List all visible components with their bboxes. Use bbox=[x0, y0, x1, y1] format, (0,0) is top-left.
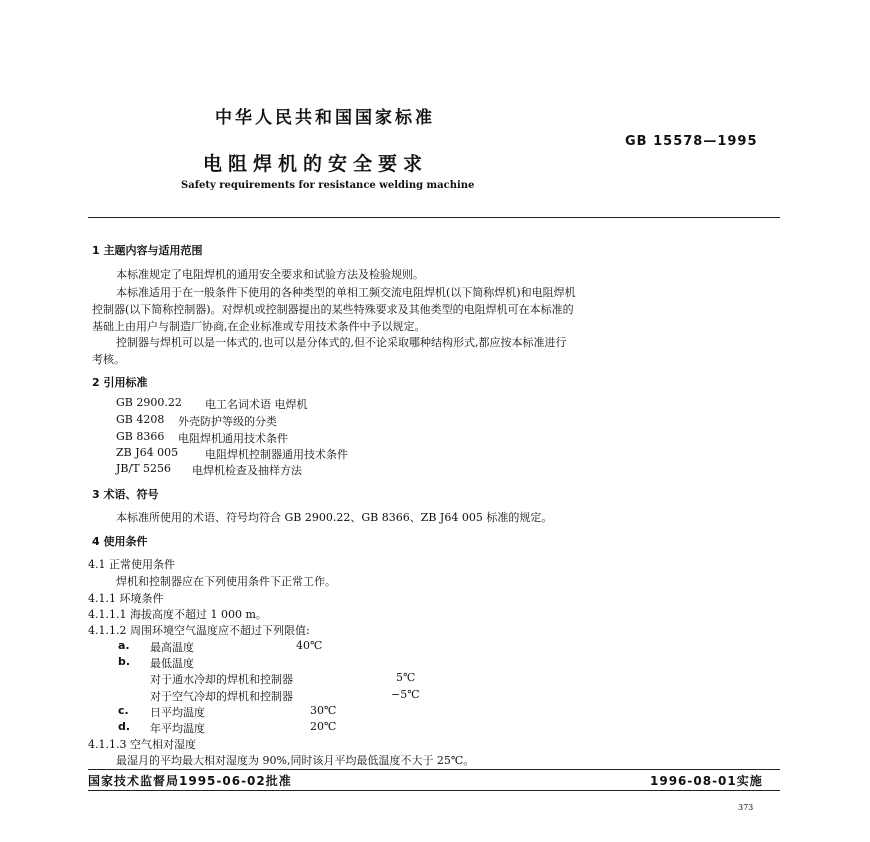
section-2-heading: 2 引用标准 bbox=[92, 376, 148, 389]
reference-name: 电阻焊机控制器通用技术条件 bbox=[205, 448, 348, 461]
air-cooled-value: −5℃ bbox=[391, 688, 420, 701]
daily-avg-temperature-value: 30℃ bbox=[310, 704, 337, 717]
section-4-heading: 4 使用条件 bbox=[92, 535, 148, 548]
footer-divider-top bbox=[88, 769, 780, 770]
standard-code: GB 15578—1995 bbox=[625, 134, 758, 149]
reference-code: ZB J64 005 bbox=[116, 446, 179, 459]
daily-avg-temperature-label: 日平均温度 bbox=[150, 706, 205, 719]
section-1-paragraph-3-line-1: 控制器与焊机可以是一体式的,也可以是分体式的,但不论采取哪种结构形式,都应按本标准进行 bbox=[116, 336, 567, 349]
clause-4-1-1-3-paragraph: 最湿月的平均最大相对湿度为 90%,同时该月平均最低温度不大于 25℃。 bbox=[116, 754, 475, 767]
list-label-d: d. bbox=[118, 720, 131, 733]
section-1-paragraph-1: 本标准规定了电阻焊机的通用安全要求和试验方法及检验规则。 bbox=[116, 268, 424, 281]
water-cooled-value: 5℃ bbox=[396, 671, 416, 684]
section-1-paragraph-2-line-3: 基础上由用户与制造厂协商,在企业标准或专用技术条件中予以规定。 bbox=[92, 320, 426, 333]
section-1-heading: 1 主题内容与适用范围 bbox=[92, 244, 203, 257]
section-3-paragraph: 本标准所使用的术语、符号均符合 GB 2900.22、GB 8366、ZB J64 005 标准的规定。 bbox=[116, 511, 553, 524]
max-temperature-label: 最高温度 bbox=[150, 641, 194, 654]
approval-line: 国家技术监督局1995-06-02批准 bbox=[88, 774, 292, 788]
water-cooled-label: 对于通水冷却的焊机和控制器 bbox=[150, 673, 293, 686]
section-1-paragraph-2-line-2: 控制器(以下简称控制器)。对焊机或控制器提出的某些特殊要求及其他类型的电阻焊机可在本标准的 bbox=[92, 303, 574, 316]
max-temperature-value: 40℃ bbox=[296, 639, 323, 652]
section-3-heading: 3 术语、符号 bbox=[92, 488, 159, 501]
reference-code: GB 4208 bbox=[116, 413, 165, 426]
document-title: 电阻焊机的安全要求 bbox=[203, 153, 429, 175]
clause-4-1: 4.1 正常使用条件 bbox=[88, 558, 175, 571]
clause-4-1-1-2: 4.1.1.2 周围环境空气温度应不超过下列限值: bbox=[88, 624, 310, 637]
clause-4-1-1-3: 4.1.1.3 空气相对湿度 bbox=[88, 738, 196, 751]
reference-name: 电焊机检查及抽样方法 bbox=[192, 464, 302, 477]
min-temperature-label: 最低温度 bbox=[150, 657, 194, 670]
reference-name: 外壳防护等级的分类 bbox=[178, 415, 277, 428]
clause-4-1-1: 4.1.1 环境条件 bbox=[88, 592, 164, 605]
air-cooled-label: 对于空气冷却的焊机和控制器 bbox=[150, 690, 293, 703]
list-label-c: c. bbox=[118, 704, 129, 717]
yearly-avg-temperature-label: 年平均温度 bbox=[150, 722, 205, 735]
section-1-paragraph-2-line-1: 本标准适用于在一般条件下使用的各种类型的单相工频交流电阻焊机(以下简称焊机)和电阻焊机 bbox=[116, 286, 576, 299]
footer-divider-bottom bbox=[88, 790, 780, 791]
clause-4-1-paragraph: 焊机和控制器应在下列使用条件下正常工作。 bbox=[116, 575, 336, 588]
reference-code: JB/T 5256 bbox=[116, 462, 172, 475]
page-number: 373 bbox=[738, 803, 754, 812]
list-label-a: a. bbox=[118, 639, 130, 652]
document-title-english: Safety requirements for resistance welding machine bbox=[181, 180, 475, 191]
header-divider bbox=[88, 217, 780, 218]
section-1-paragraph-3-line-2: 考核。 bbox=[92, 353, 125, 366]
standard-title: 中华人民共和国国家标准 bbox=[215, 108, 435, 128]
reference-name: 电工名词术语 电焊机 bbox=[205, 398, 308, 411]
reference-name: 电阻焊机通用技术条件 bbox=[178, 432, 288, 445]
clause-4-1-1-1: 4.1.1.1 海拔高度不超过 1 000 m。 bbox=[88, 608, 267, 621]
reference-code: GB 8366 bbox=[116, 430, 165, 443]
list-label-b: b. bbox=[118, 655, 131, 668]
reference-code: GB 2900.22 bbox=[116, 396, 182, 409]
yearly-avg-temperature-value: 20℃ bbox=[310, 720, 337, 733]
effective-date: 1996-08-01实施 bbox=[650, 774, 763, 788]
